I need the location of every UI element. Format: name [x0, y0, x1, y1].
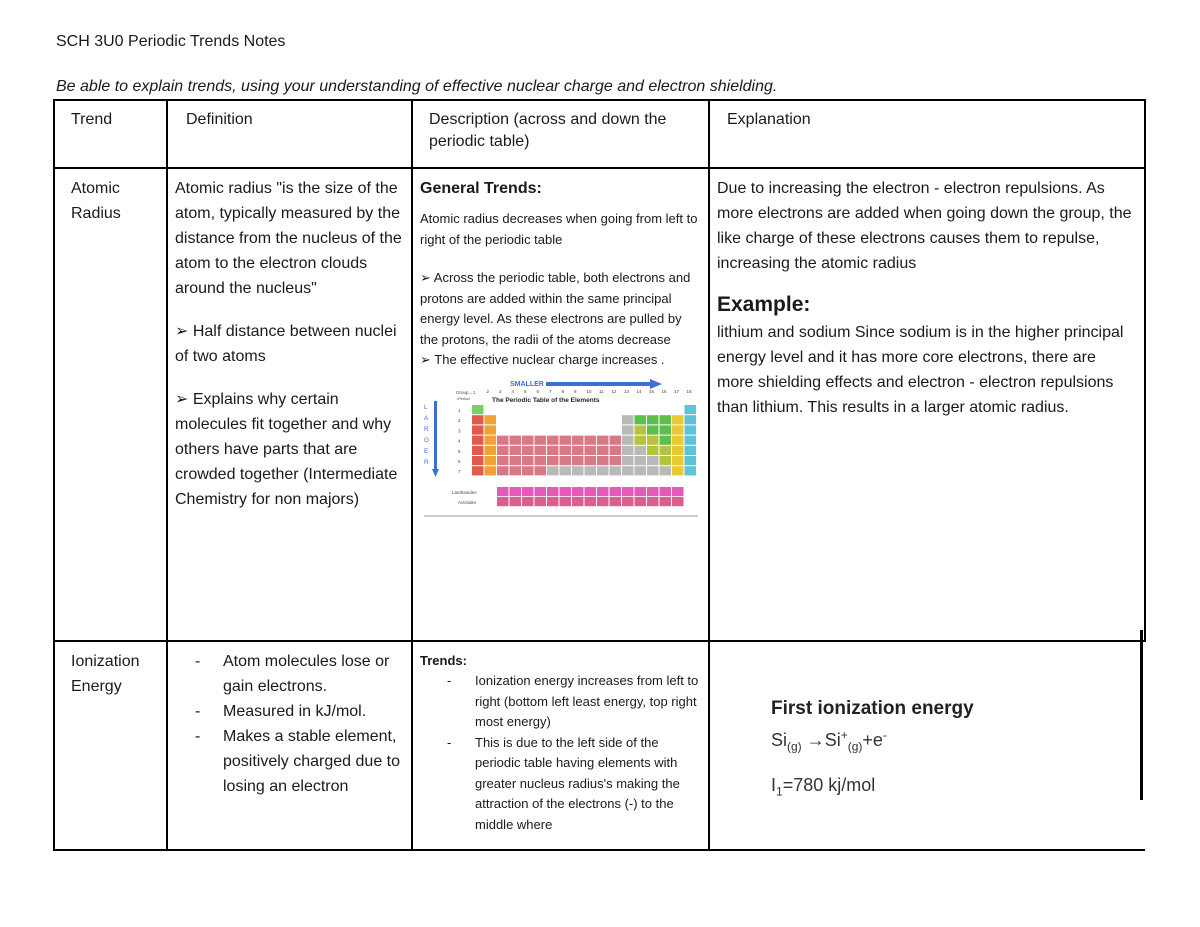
period-number: 7 [458, 468, 461, 474]
smaller-label: SMALLER [510, 380, 544, 388]
lanthanide-cell [610, 487, 622, 496]
description-bullet-1: ➢ Across the periodic table, both electrons and protons are added within the same principal energy level. As these electrons are pulled by the protons, the radii of the atoms decrease [420, 270, 691, 347]
element-cell [497, 445, 509, 454]
lanthanide-cell [535, 487, 547, 496]
element-cell [610, 435, 622, 444]
lanthanide-cell [635, 487, 647, 496]
element-cell [672, 445, 684, 454]
period-number: 6 [458, 458, 461, 464]
element-cell [522, 466, 534, 475]
element-cell [660, 415, 672, 424]
element-cell [497, 456, 509, 465]
element-cell [560, 466, 572, 475]
trend-atomic-radius: Atomic Radius [54, 168, 167, 641]
table-row-atomic-radius [54, 168, 1145, 641]
element-cell [672, 415, 684, 424]
group-number: 4 [511, 388, 515, 394]
actinide-cell [572, 497, 584, 506]
period-number: 2 [458, 417, 461, 423]
actinide-cell [522, 497, 534, 506]
document-subtitle: Be able to explain trends, using your understanding of effective nuclear charge and electron shielding. [56, 78, 778, 95]
element-cell [622, 425, 634, 434]
element-cell [685, 466, 697, 475]
larger-letter: G [424, 436, 430, 444]
element-cell [572, 466, 584, 475]
period-number: 5 [458, 448, 461, 454]
element-cell [535, 445, 547, 454]
list-item: - This is due to the left side of the periodic table having elements with greater nucleus radius's making the attraction of the electrons (-) to the middle where [447, 734, 680, 832]
actinide-cell [535, 497, 547, 506]
element-cell [660, 445, 672, 454]
group-number: 12 [611, 388, 617, 394]
period-number: 4 [458, 438, 461, 444]
element-cell [572, 456, 584, 465]
element-cell [547, 456, 559, 465]
element-cell [472, 415, 484, 424]
list-item: - Measured in kJ/mol. [195, 703, 367, 720]
element-cell [597, 456, 609, 465]
element-cell [610, 466, 622, 475]
lanthanide-cell [497, 487, 509, 496]
element-cell [685, 405, 697, 414]
element-cell [685, 456, 697, 465]
element-cell [572, 435, 584, 444]
down-arrow [432, 401, 439, 477]
lanthanide-cell [522, 487, 534, 496]
example-heading: Example: [717, 293, 811, 316]
description-bullet-2: ➢ The effective nuclear charge increases . [420, 352, 665, 367]
element-cell [635, 425, 647, 434]
right-arrow [546, 379, 662, 389]
definition-bullet-2: ➢ Explains why certain molecules fit together and why others have parts that are crowded together (Intermediate Chemistry for non majors) [175, 391, 398, 508]
element-cell [685, 445, 697, 454]
group-number: 7 [549, 388, 552, 394]
trends-table [53, 99, 1146, 851]
element-cell [522, 456, 534, 465]
element-cell [647, 466, 659, 475]
element-cell [510, 466, 522, 475]
element-cell [635, 415, 647, 424]
group-number: 2 [486, 388, 490, 394]
definition-bullet-1: ➢ Half distance between nuclei of two atoms [175, 323, 397, 365]
figure-title: First ionization energy [771, 698, 974, 719]
element-cell [472, 456, 484, 465]
element-cell [635, 456, 647, 465]
group-number-row [487, 389, 693, 394]
actinide-cell [622, 497, 634, 506]
group-number: 8 [561, 388, 565, 394]
actinide-cell [635, 497, 647, 506]
actinide-cell [510, 497, 522, 506]
element-cell [535, 456, 547, 465]
element-cell [510, 456, 522, 465]
group-number: 11 [599, 388, 604, 394]
actinide-cell [660, 497, 672, 506]
element-cell [522, 445, 534, 454]
element-cell [622, 466, 634, 475]
definition-main: Atomic radius "is the size of the atom, typically measured by the distance from the nucleus of the atom to the electron clouds around the nucleus" [175, 180, 402, 297]
element-cell [635, 445, 647, 454]
group-number: 10 [586, 388, 592, 394]
larger-letter: R [424, 458, 429, 466]
lanthanide-cell [510, 487, 522, 496]
periodic-table-image [422, 377, 700, 524]
element-cell [535, 466, 547, 475]
larger-letter: R [424, 425, 429, 433]
element-cells [458, 405, 696, 506]
group-number: 16 [661, 388, 667, 394]
table-title-label: The Periodic Table of the Elements [492, 396, 600, 404]
larger-label [424, 404, 429, 466]
lanthanide-cell [572, 487, 584, 496]
explanation-ionization-energy [709, 641, 1145, 850]
lanthanide-cell [547, 487, 559, 496]
element-cell [585, 445, 597, 454]
larger-letter: A [424, 414, 429, 422]
larger-letter: L [424, 403, 428, 411]
element-cell [510, 435, 522, 444]
element-cell [622, 456, 634, 465]
header-trend: Trend [54, 100, 167, 168]
element-cell [647, 445, 659, 454]
element-cell [685, 435, 697, 444]
description-paragraph: Atomic radius decreases when going from left to right of the periodic table [420, 211, 698, 247]
definition-atomic-radius [167, 168, 412, 641]
larger-letter: E [424, 447, 429, 455]
header-row [54, 100, 1145, 168]
element-cell [622, 415, 634, 424]
description-list [420, 671, 700, 835]
element-cell [610, 456, 622, 465]
element-cell [547, 466, 559, 475]
group-number: 15 [649, 388, 655, 394]
element-cell [585, 466, 597, 475]
element-cell [660, 435, 672, 444]
lanthanide-cell [597, 487, 609, 496]
element-cell [485, 466, 497, 475]
element-cell [622, 435, 634, 444]
trend-ionization-energy: Ionization Energy [54, 641, 167, 850]
element-cell [485, 425, 497, 434]
ionization-equation: $Si_{(g)} \to Si^+_{(g)}+e^-$ [771, 728, 887, 754]
element-cell [672, 466, 684, 475]
element-cell [660, 456, 672, 465]
element-cell [510, 445, 522, 454]
element-cell [485, 456, 497, 465]
element-cell [660, 425, 672, 434]
element-cell [647, 456, 659, 465]
group-number: 17 [674, 388, 680, 394]
element-cell [635, 466, 647, 475]
actinide-cell [497, 497, 509, 506]
actinide-cell [597, 497, 609, 506]
header-description: Description (across and down the periodic table) [412, 100, 709, 168]
actinide-cell [610, 497, 622, 506]
element-cell [547, 445, 559, 454]
element-cell [522, 435, 534, 444]
lanthanide-cell [622, 487, 634, 496]
element-cell [610, 445, 622, 454]
example-text: lithium and sodium Since sodium is in the higher principal energy level and it has more core electrons, there are more shielding effects and electron - electron repulsions than lithium. This results in a larger atomic radius. [717, 324, 1124, 416]
element-cell [497, 466, 509, 475]
lanthanide-cell [672, 487, 684, 496]
element-cell [560, 435, 572, 444]
group-number: 18 [686, 388, 692, 394]
lanthanide-cell [647, 487, 659, 496]
element-cell [497, 435, 509, 444]
lanthanide-cell [560, 487, 572, 496]
actinide-cell [672, 497, 684, 506]
period-label: ↓Period [456, 395, 470, 401]
ionization-value: $I_1=780$ kj/mol [771, 774, 876, 799]
description-atomic-radius [412, 168, 709, 641]
trends-heading: Trends: [420, 653, 467, 668]
periodic-table-figure [422, 377, 700, 524]
actinide-cell [560, 497, 572, 506]
element-cell [472, 405, 484, 414]
group-number: 5 [524, 388, 527, 394]
element-cell [597, 466, 609, 475]
actinide-cell [647, 497, 659, 506]
group-number: 14 [636, 388, 642, 394]
period-number: 3 [458, 427, 461, 433]
element-cell [485, 445, 497, 454]
element-cell [685, 425, 697, 434]
group-number: 9 [574, 388, 577, 394]
explanation-paragraph: Due to increasing the electron - electron repulsions. As more electrons are added when going down the group, the like charge of these electrons causes them to repulse, increasing the atomic radius [717, 180, 1132, 272]
list-item: - Ionization energy increases from left to right (bottom left least energy, top right most energy) [447, 673, 699, 729]
element-cell [472, 435, 484, 444]
element-cell [647, 435, 659, 444]
lanthanide-cell [585, 487, 597, 496]
group-number: 13 [624, 388, 630, 394]
element-cell [647, 425, 659, 434]
lanthanide-cell [660, 487, 672, 496]
period-number: 1 [458, 407, 461, 413]
element-cell [622, 445, 634, 454]
group-number: 6 [536, 388, 540, 394]
actinides-label: Actinides [458, 499, 477, 505]
element-cell [572, 445, 584, 454]
description-ionization-energy [412, 641, 709, 850]
table-row-ionization-energy [54, 641, 1145, 850]
element-cell [597, 445, 609, 454]
header-definition: Definition [167, 100, 412, 168]
element-cell [647, 415, 659, 424]
table-right-border [1140, 630, 1143, 800]
definition-list [168, 649, 405, 799]
document-title: SCH 3U0 Periodic Trends Notes [56, 33, 286, 50]
general-trends-heading: General Trends: [420, 180, 542, 197]
element-cell [672, 456, 684, 465]
element-cell [585, 435, 597, 444]
element-cell [672, 425, 684, 434]
element-cell [560, 445, 572, 454]
element-cell [585, 456, 597, 465]
element-cell [685, 415, 697, 424]
group-number: 3 [499, 388, 502, 394]
element-cell [472, 445, 484, 454]
first-ionization-figure [771, 697, 1137, 804]
element-cell [485, 415, 497, 424]
element-cell [485, 435, 497, 444]
element-cell [597, 435, 609, 444]
element-cell [660, 466, 672, 475]
element-cell [472, 466, 484, 475]
actinide-cell [585, 497, 597, 506]
element-cell [560, 456, 572, 465]
element-cell [635, 435, 647, 444]
list-item: - Atom molecules lose or gain electrons. [195, 653, 390, 695]
explanation-atomic-radius [709, 168, 1145, 641]
element-cell [547, 435, 559, 444]
element-cell [472, 425, 484, 434]
actinide-cell [547, 497, 559, 506]
element-cell [535, 435, 547, 444]
element-cell [672, 435, 684, 444]
group-label: Group→1 [456, 389, 476, 395]
definition-ionization-energy [167, 641, 412, 850]
header-explanation: Explanation [709, 100, 1145, 168]
list-item: - Makes a stable element, positively charged due to losing an electron [195, 728, 400, 795]
lanthanides-label: Lanthanides [452, 489, 477, 495]
